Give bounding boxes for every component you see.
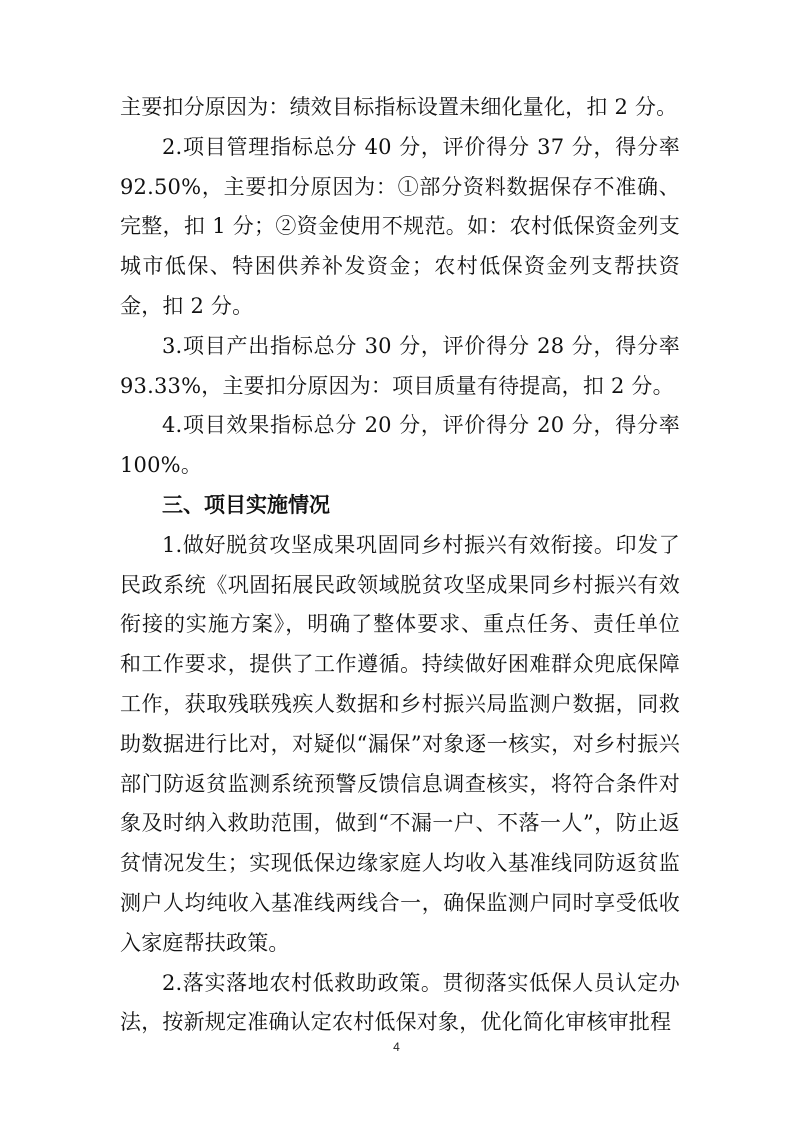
document-body [120, 88, 680, 1043]
paragraph-management-score: 2.项目管理指标总分 40 分，评价得分 37 分，得分率 92.50%，主要扣分原因为：①部分资料数据保存不准确、完整，扣 1 分；②资金使用不规范。如：农村低保资金列支城市低保、特困供养补发资金；农村低保资金列支帮扶资金，扣 2 分。 [120, 134, 680, 318]
paragraph-rural-assistance: 2.落实落地农村低救助政策。贯彻落实低保人员认定办法，按新规定准确认定农村低保对象，优化简化审核审批程 [120, 970, 680, 1035]
paragraph-output-score: 3.项目产出指标总分 30 分，评价得分 28 分，得分率 93.33%，主要扣分原因为：项目质量有待提高，扣 2 分。 [120, 333, 680, 398]
paragraph-poverty-alleviation: 1.做好脱贫攻坚成果巩固同乡村振兴有效衔接。印发了民政系统《巩固拓展民政领域脱贫攻坚成果同乡村振兴有效衔接的实施方案》，明确了整体要求、重点任务、责任单位和工作要求，提供了工作遵循。持续做好困难群众兜底保障工作，获取残联残疾人数据和乡村振兴局监测户数据，同救助数据进行比对，对疑似“漏保”对象逐一核实，对乡村振兴部门防返贫监测系统预警反馈信息调查核实，将符合条件对象及时纳入救助范围，做到“不漏一户、不落一人”，防止返贫情况发生；实现低保边缘家庭人均收入基准线同防返贫监测户人均纯收入基准线两线合一，确保监测户同时享受低收入家庭帮扶政策。 [120, 532, 680, 955]
paragraph-deduction-reason: 主要扣分原因为：绩效目标指标设置未细化量化，扣 2 分。 [120, 95, 678, 119]
section-heading-implementation: 三、项目实施情况 [162, 492, 330, 517]
paragraph-effect-score: 4.项目效果指标总分 20 分，评价得分 20 分，得分率 100%。 [120, 413, 680, 478]
page-number: 4 [393, 1040, 400, 1054]
